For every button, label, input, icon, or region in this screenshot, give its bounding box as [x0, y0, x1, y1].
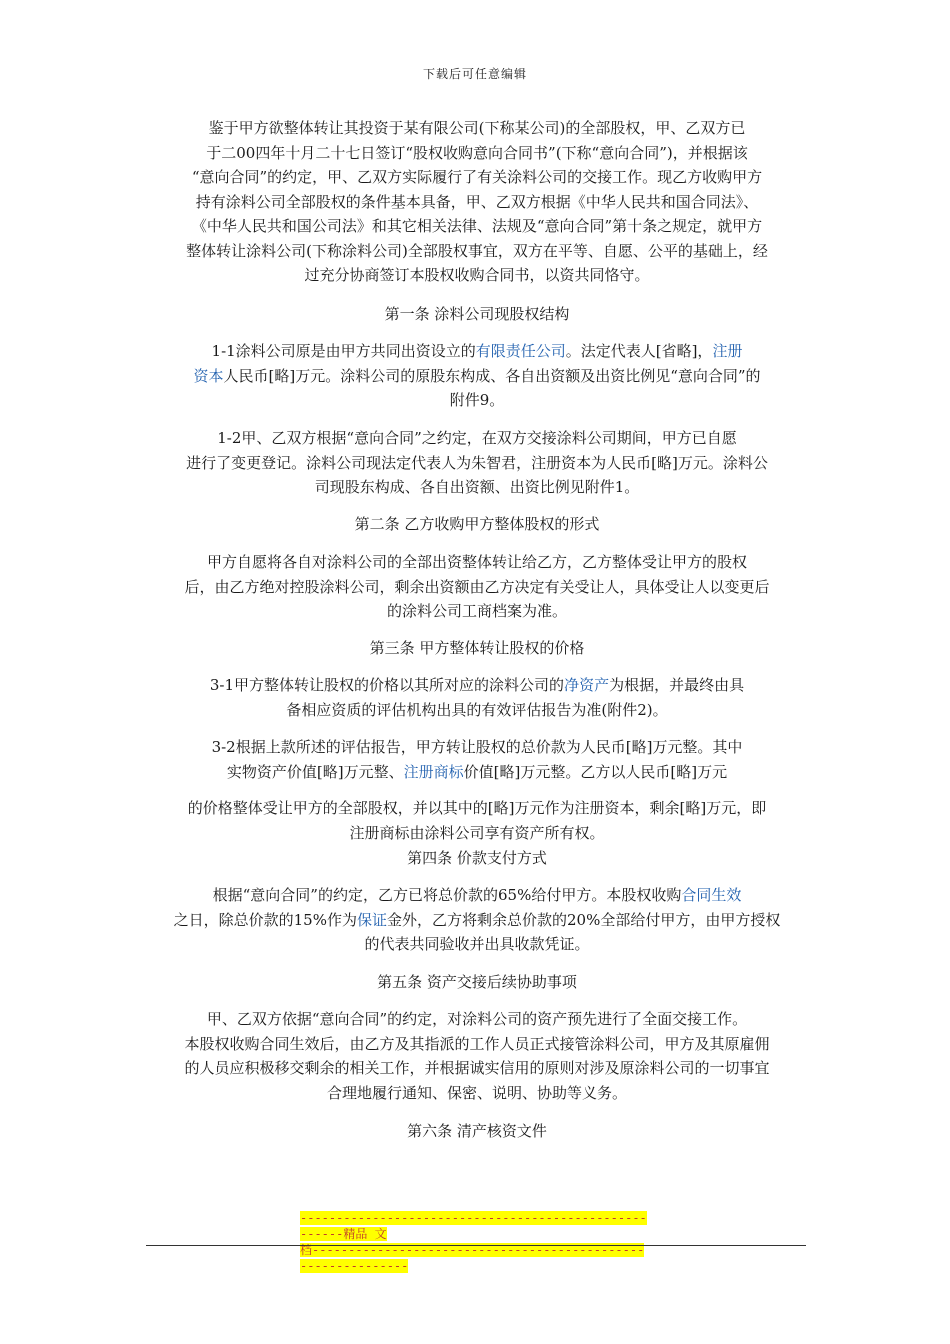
- article-3-1-text: 为根据，并最终由具: [609, 676, 745, 694]
- link-limited-company[interactable]: 有限责任公司: [475, 342, 566, 360]
- preamble-line: 持有涂料公司全部股权的条件基本具备，甲、乙双方根据《中华人民共和国合同法》、: [195, 192, 759, 211]
- link-guarantee[interactable]: 保证: [356, 910, 387, 929]
- article-6-title: 第六条 清产核资文件: [407, 1122, 547, 1140]
- article-2-line: 的涂料公司工商档案为准。: [386, 602, 567, 620]
- article-4-text: 之日，除总价款的15%作为: [173, 910, 357, 929]
- article-1-1-text: 1-1涂料公司原是由甲方共同出资设立的: [211, 342, 476, 360]
- preamble-paragraph: [147, 116, 807, 288]
- article-3-2-text: 价值[略]万元整。乙方以人民币[略]万元: [463, 762, 728, 781]
- article-3-1-line: 备相应资质的评估机构出具的有效评估报告为准(附件2)。: [286, 700, 668, 719]
- article-3-1-paragraph: [147, 673, 807, 722]
- footer-line: [300, 1210, 650, 1242]
- link-contract-effective[interactable]: 合同生效: [681, 886, 742, 904]
- article-1-2-line: 司现股东构成、各自出资额、出资比例见附件1。: [314, 478, 640, 496]
- article-3-title: 第三条 甲方整体转让股权的价格: [369, 639, 585, 657]
- article-3-3-line: 注册商标由涂料公司享有资产所有权。: [349, 823, 605, 842]
- article-3-1-text: 3-1甲方整体转让股权的价格以其所对应的涂料公司的: [209, 676, 565, 694]
- footer-text: 档-------------------------------------------------------------: [300, 1243, 645, 1273]
- article-3-2-paragraph: [147, 735, 807, 784]
- preamble-line: 《中华人民共和国公司法》和其它相关法律、法规及“意向合同”第十条之规定，就甲方: [191, 217, 763, 235]
- article-1-1-text: 。法定代表人[省略]，: [565, 342, 713, 360]
- footer-text: ------------------------------------------------------精品 文: [300, 1211, 647, 1241]
- footer-line: [300, 1242, 650, 1274]
- article-2-title: 第二条 乙方收购甲方整体股权的形式: [354, 515, 600, 533]
- preamble-line: 过充分协商签订本股权收购合同书，以资共同恪守。: [304, 266, 650, 284]
- article-5-paragraph: [147, 1007, 807, 1105]
- article-5-line: 甲、乙双方依据“意向合同”的约定，对涂料公司的资产预先进行了全面交接工作。: [206, 1010, 748, 1028]
- article-3-2-line: 3-2根据上款所述的评估报告，甲方转让股权的总价款为人民币[略]万元整。其中: [211, 738, 743, 756]
- preamble-line: 整体转让涂料公司(下称涂料公司)全部股权事宜，双方在平等、自愿、公平的基础上，经: [186, 241, 768, 260]
- footer-banner: [300, 1210, 650, 1274]
- article-1-2-line: 1-2甲、乙双方根据“意向合同”之约定，在双方交接涂料公司期间，甲方已自愿: [217, 429, 737, 447]
- article-2-paragraph: [147, 550, 807, 624]
- article-1-2-paragraph: [147, 426, 807, 500]
- article-1-2-line: 进行了变更登记。涂料公司现法定代表人为朱智君，注册资本为人民币[略]万元。涂料公: [186, 453, 768, 472]
- article-3-3-line: 的价格整体受让甲方的全部股权，并以其中的[略]万元作为注册资本，剩余[略]万元，即: [187, 799, 767, 817]
- article-3-1-line: [147, 673, 807, 698]
- article-1-title: 第一条 涂料公司现股权结构: [384, 305, 570, 323]
- link-registered[interactable]: 注册: [712, 342, 743, 360]
- link-net-assets[interactable]: 净资产: [564, 676, 610, 694]
- article-4-text: 金外，乙方将剩余总价款的20%全部给付甲方，由甲方授权: [387, 910, 781, 929]
- article-3-3-paragraph: [147, 796, 807, 845]
- article-4-paragraph: [147, 883, 807, 957]
- article-5-title: 第五条 资产交接后续协助事项: [377, 973, 577, 991]
- article-5-line: 合理地履行通知、保密、说明、协助等义务。: [326, 1083, 627, 1102]
- link-capital[interactable]: 资本: [193, 366, 224, 385]
- page-header: 下载后可任意编辑: [422, 67, 527, 81]
- preamble-line: “意向合同”的约定，甲、乙双方实际履行了有关涂料公司的交接工作。现乙方收购甲方: [191, 168, 763, 186]
- article-1-1-text: 人民币[略]万元。涂料公司的原股东构成、各自出资额及出资比例见“意向合同”的: [223, 366, 761, 385]
- link-registered-trademark[interactable]: 注册商标: [403, 762, 464, 781]
- article-4-line: [147, 883, 807, 908]
- article-3-2-line: [147, 760, 807, 785]
- footer-divider: [146, 1245, 806, 1246]
- article-1-1-paragraph: [147, 339, 807, 413]
- preamble-line: 于二00四年十月二十七日签订“股权收购意向合同书”(下称“意向合同”)，并根据该: [206, 143, 748, 162]
- article-4-line: 的代表共同验收并出具收款凭证。: [364, 935, 590, 953]
- article-3-2-text: 实物资产价值[略]万元整、: [226, 762, 404, 781]
- preamble-line: 鉴于甲方欲整体转让其投资于某有限公司(下称某公司)的全部股权，甲、乙双方已: [208, 119, 746, 137]
- article-1-1-line: 附件9。: [449, 391, 505, 409]
- article-1-1-line: [147, 364, 807, 389]
- article-2-line: 甲方自愿将各自对涂料公司的全部出资整体转让给乙方，乙方整体受让甲方的股权: [206, 553, 747, 571]
- article-4-title: 第四条 价款支付方式: [407, 849, 547, 867]
- article-4-text: 根据“意向合同”的约定，乙方已将总价款的65%给付甲方。本股权收购: [212, 886, 682, 904]
- article-2-line: 后，由乙方绝对控股涂料公司，剩余出资额由乙方决定有关受让人，具体受让人以变更后: [184, 577, 770, 596]
- article-1-1-line: [147, 339, 807, 364]
- article-5-line: 的人员应积极移交剩余的相关工作，并根据诚实信用的原则对涉及原涂料公司的一切事宜: [184, 1059, 770, 1077]
- article-4-line: [147, 908, 807, 933]
- article-5-line: 本股权收购合同生效后，由乙方及其指派的工作人员正式接管涂料公司，甲方及其原雇佣: [184, 1034, 770, 1053]
